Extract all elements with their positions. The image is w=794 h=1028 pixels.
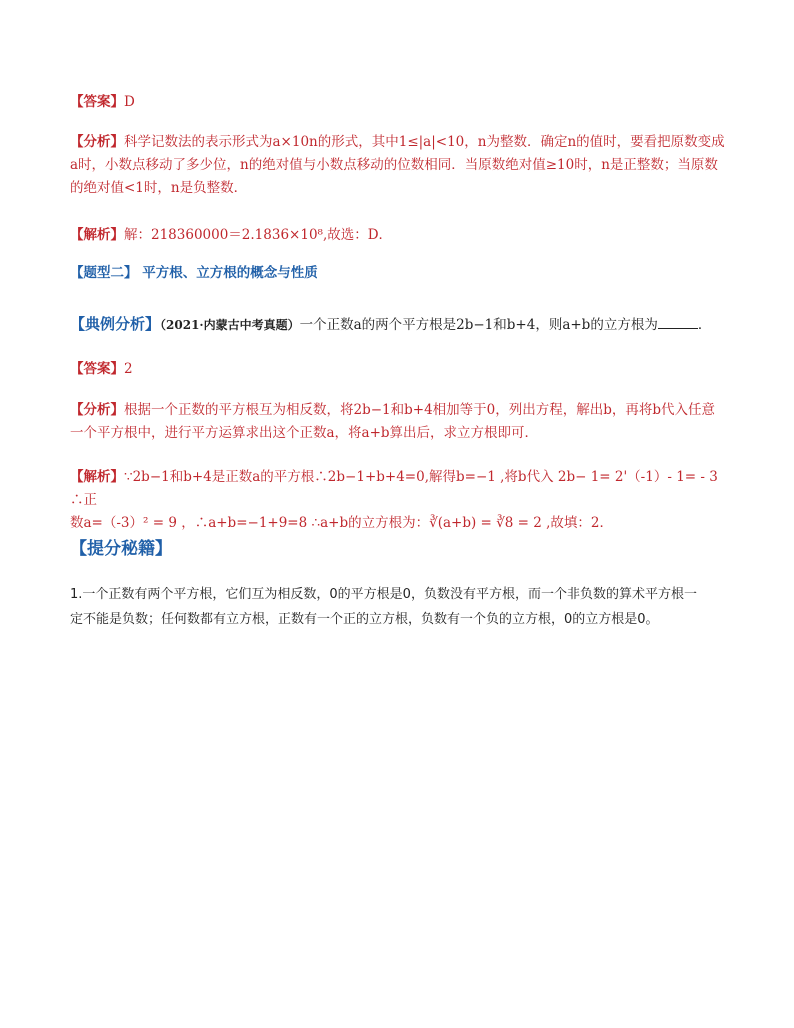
answer-1-tag: 【答案】 bbox=[70, 94, 124, 110]
answer-1 bbox=[70, 91, 730, 114]
example-tag: 【典例分析】 bbox=[70, 315, 161, 333]
analysis-2 bbox=[70, 399, 730, 445]
analysis-1-line3: 的绝对值<1时，n是负整数． bbox=[70, 180, 248, 196]
answer-blank bbox=[658, 314, 698, 329]
answer-1-text: D bbox=[124, 94, 135, 110]
tips-heading: 【提分秘籍】 bbox=[70, 539, 172, 559]
tips-line1: 1.一个正数有两个平方根，它们互为相反数，0的平方根是0，负数没有平方根，而一个非负数的算术平方根一 bbox=[70, 587, 697, 602]
analysis-1-line1: 科学记数法的表示形式为a×10n的形式，其中1≤|a|<10，n为整数．确定n的值时，要看把原数变成 bbox=[124, 134, 725, 150]
example-end: ． bbox=[697, 317, 712, 333]
solution-1 bbox=[70, 224, 730, 247]
solution-2 bbox=[70, 466, 730, 535]
answer-2 bbox=[70, 358, 730, 381]
solution-2-tag: 【解析】 bbox=[70, 469, 124, 485]
solution-1-tag: 【解析】 bbox=[70, 227, 124, 243]
solution-2-line2: 数a=（-3）² = 9 ，∴a+b=−1+9=8 ∴a+b的立方根为：∛(a+b) = ∛8 = 2 ,故填：2． bbox=[70, 515, 613, 531]
answer-2-text: 2 bbox=[124, 361, 133, 377]
answer-2-tag: 【答案】 bbox=[70, 361, 124, 377]
type-2-tag: 【题型二】 bbox=[70, 265, 138, 281]
analysis-2-line1: 根据一个正数的平方根互为相反数，将2b−1和b+4相加等于0，列出方程，解出b，再将b代入任意 bbox=[124, 402, 716, 418]
analysis-1-line2: a时，小数点移动了多少位，n的绝对值与小数点移动的位数相同．当原数绝对值≥10时，n是正整数；当原数 bbox=[70, 157, 718, 173]
analysis-2-line2: 一个平方根中，进行平方运算求出这个正数a，将a+b算出后，求立方根即可． bbox=[70, 425, 539, 441]
tips-body bbox=[70, 582, 730, 632]
tips-line2: 定不能是负数；任何数都有立方根，正数有一个正的立方根，负数有一个负的立方根，0的立方根是0。 bbox=[70, 612, 659, 627]
analysis-1-tag: 【分析】 bbox=[70, 134, 124, 150]
solution-1-text: 解：218360000＝2.1836×10⁸,故选：D． bbox=[124, 227, 393, 243]
solution-2-line1: ∵2b−1和b+4是正数a的平方根∴2b−1+b+4=0,解得b=−1 ,将b代入 2b− 1= 2'（-1）- 1= - 3 ∴正 bbox=[70, 469, 718, 508]
example-question bbox=[70, 313, 740, 337]
example-text: 一个正数a的两个平方根是2b−1和b+4，则a+b的立方根为 bbox=[299, 317, 658, 333]
analysis-1 bbox=[70, 131, 730, 200]
type-2-heading bbox=[70, 262, 730, 285]
analysis-2-tag: 【分析】 bbox=[70, 402, 124, 418]
example-source: （2021·内蒙古中考真题） bbox=[160, 318, 300, 332]
type-2-title: 平方根、立方根的概念与性质 bbox=[142, 265, 318, 281]
